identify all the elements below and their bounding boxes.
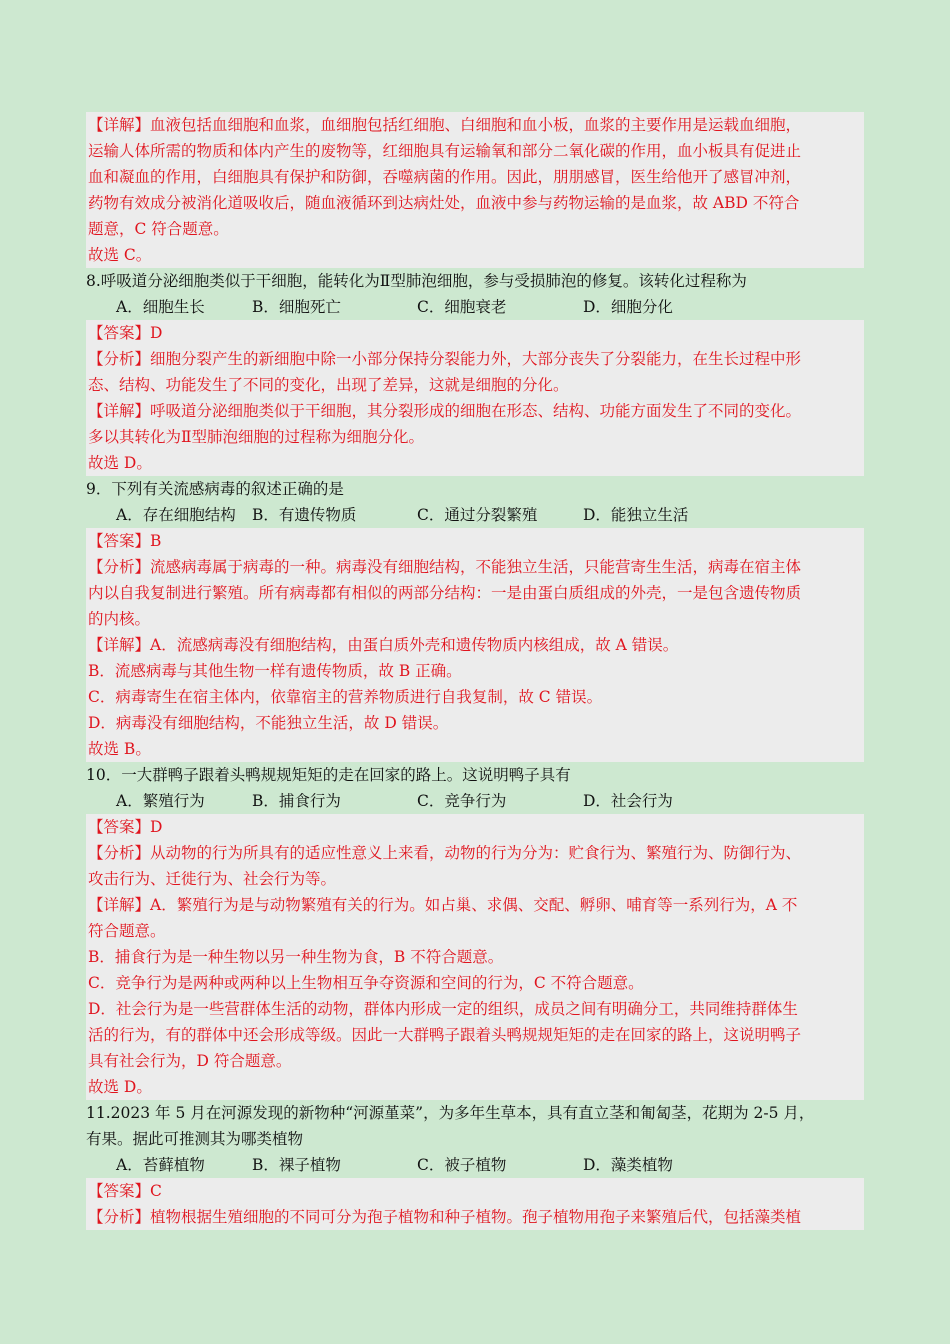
analysis-line: 【分析】从动物的行为所具有的适应性意义上来看，动物的行为分为：贮食行为、繁殖行为、防御行为、 — [88, 844, 802, 862]
explanation-line: 运输人体所需的物质和体内产生的废物等，红细胞具有运输氧和部分二氧化碳的作用，血小板具有促进止 — [88, 142, 802, 160]
question-9-stem: 9．下列有关流感病毒的叙述正确的是 — [86, 480, 344, 498]
explanation-line: B．流感病毒与其他生物一样有遗传物质，故 B 正确。 — [88, 662, 462, 680]
option-a: A．存在细胞结构 — [116, 506, 236, 524]
analysis-line: 【分析】流感病毒属于病毒的一种。病毒没有细胞结构，不能独立生活，只能营寄生生活，病毒在宿主体 — [88, 558, 802, 576]
explanation-line: B．捕食行为是一种生物以另一种生物为食，B 不符合题意。 — [88, 948, 504, 966]
explanation-line: C．病毒寄生在宿主体内，依靠宿主的营养物质进行自我复制，故 C 错误。 — [88, 688, 603, 706]
explanation-line: 血和凝血的作用，白细胞具有保护和防御，吞噬病菌的作用。因此，朋朋感冒，医生给他开了感冒冲剂， — [88, 168, 802, 186]
option-b: B．捕食行为 — [252, 792, 341, 810]
explanation-line: D．社会行为是一些营群体生活的动物，群体内形成一定的组织，成员之间有明确分工，共同维持群体生 — [88, 1000, 798, 1018]
option-d: D．藻类植物 — [583, 1156, 673, 1174]
answer-line: 【答案】D — [88, 818, 163, 836]
question-11-stem: 11.2023 年 5 月在河源发现的新物种“河源堇菜”，为多年生草本，具有直立茎和匍匐茎，花期为 2-5 月， — [86, 1104, 815, 1122]
explanation-line: 符合题意。 — [88, 922, 166, 940]
option-b: B．裸子植物 — [252, 1156, 341, 1174]
explanation-line: C．竞争行为是两种或两种以上生物相互争夺资源和空间的行为，C 不符合题意。 — [88, 974, 644, 992]
q11-solution-block — [86, 1178, 864, 1230]
option-c: C．竞争行为 — [417, 792, 507, 810]
question-8-stem: 8.呼吸道分泌细胞类似于干细胞，能转化为Ⅱ型肺泡细胞，参与受损肺泡的修复。该转化过程称为 — [86, 272, 747, 290]
analysis-line: 【分析】细胞分裂产生的新细胞中除一小部分保持分裂能力外，大部分丧失了分裂能力，在生长过程中形 — [88, 350, 802, 368]
conclusion-line: 故选 C。 — [88, 246, 152, 264]
q9-solution-block — [86, 528, 864, 762]
question-9-options — [86, 502, 864, 528]
answer-line: 【答案】B — [88, 532, 162, 550]
question-8-options — [86, 294, 864, 320]
question-11-options — [86, 1152, 864, 1178]
answer-line: 【答案】C — [88, 1182, 162, 1200]
explanation-line: 【详解】A．流感病毒没有细胞结构，由蛋白质外壳和遗传物质内核组成，故 A 错误。 — [88, 636, 679, 654]
page-content — [86, 112, 864, 1230]
analysis-line: 【分析】植物根据生殖细胞的不同可分为孢子植物和种子植物。孢子植物用孢子来繁殖后代，包括藻类植 — [88, 1208, 802, 1226]
explanation-line: 多以其转化为Ⅱ型肺泡细胞的过程称为细胞分化。 — [88, 428, 425, 446]
option-a: A．苔藓植物 — [116, 1156, 205, 1174]
option-c: C．被子植物 — [417, 1156, 507, 1174]
explanation-line: 【详解】呼吸道分泌细胞类似于干细胞，其分裂形成的细胞在形态、结构、功能方面发生了不同的变化。 — [88, 402, 802, 420]
question-10-options — [86, 788, 864, 814]
conclusion-line: 故选 D。 — [88, 1078, 152, 1096]
option-a: A．细胞生长 — [116, 298, 205, 316]
explanation-line: 【详解】血液包括血细胞和血浆，血细胞包括红细胞、白细胞和血小板，血浆的主要作用是运载血细胞， — [88, 116, 802, 134]
option-d: D．能独立生活 — [583, 506, 689, 524]
option-c: C．细胞衰老 — [417, 298, 507, 316]
answer-line: 【答案】D — [88, 324, 163, 342]
option-c: C．通过分裂繁殖 — [417, 506, 538, 524]
option-b: B．有遗传物质 — [252, 506, 357, 524]
explanation-line: 具有社会行为，D 符合题意。 — [88, 1052, 292, 1070]
q7-explanation-block — [86, 112, 864, 268]
question-10-stem: 10．一大群鸭子跟着头鸭规规矩矩的走在回家的路上。这说明鸭子具有 — [86, 766, 571, 784]
q10-solution-block — [86, 814, 864, 1100]
option-d: D．细胞分化 — [583, 298, 673, 316]
analysis-line: 攻击行为、迁徙行为、社会行为等。 — [88, 870, 337, 888]
analysis-line: 内以自我复制进行繁殖。所有病毒都有相似的两部分结构：一是由蛋白质组成的外壳，一是包含遗传物质 — [88, 584, 802, 602]
conclusion-line: 故选 D。 — [88, 454, 152, 472]
explanation-line: 活的行为，有的群体中还会形成等级。因此一大群鸭子跟着头鸭规规矩矩的走在回家的路上，这说明鸭子 — [88, 1026, 802, 1044]
explanation-line: 药物有效成分被消化道吸收后，随血液循环到达病灶处，血液中参与药物运输的是血浆，故 ABD 不符合 — [88, 194, 800, 212]
option-d: D．社会行为 — [583, 792, 673, 810]
explanation-line: 【详解】A．繁殖行为是与动物繁殖有关的行为。如占巢、求偶、交配、孵卵、哺育等一系列行为，A 不 — [88, 896, 798, 914]
option-a: A．繁殖行为 — [116, 792, 205, 810]
conclusion-line: 故选 B。 — [88, 740, 151, 758]
q8-solution-block — [86, 320, 864, 476]
question-11-stem: 有果。据此可推测其为哪类植物 — [86, 1130, 304, 1148]
explanation-line: D．病毒没有细胞结构，不能独立生活，故 D 错误。 — [88, 714, 449, 732]
analysis-line: 的内核。 — [88, 610, 151, 628]
analysis-line: 态、结构、功能发生了不同的变化，出现了差异，这就是细胞的分化。 — [88, 376, 569, 394]
option-b: B．细胞死亡 — [252, 298, 341, 316]
explanation-line: 题意，C 符合题意。 — [88, 220, 229, 238]
